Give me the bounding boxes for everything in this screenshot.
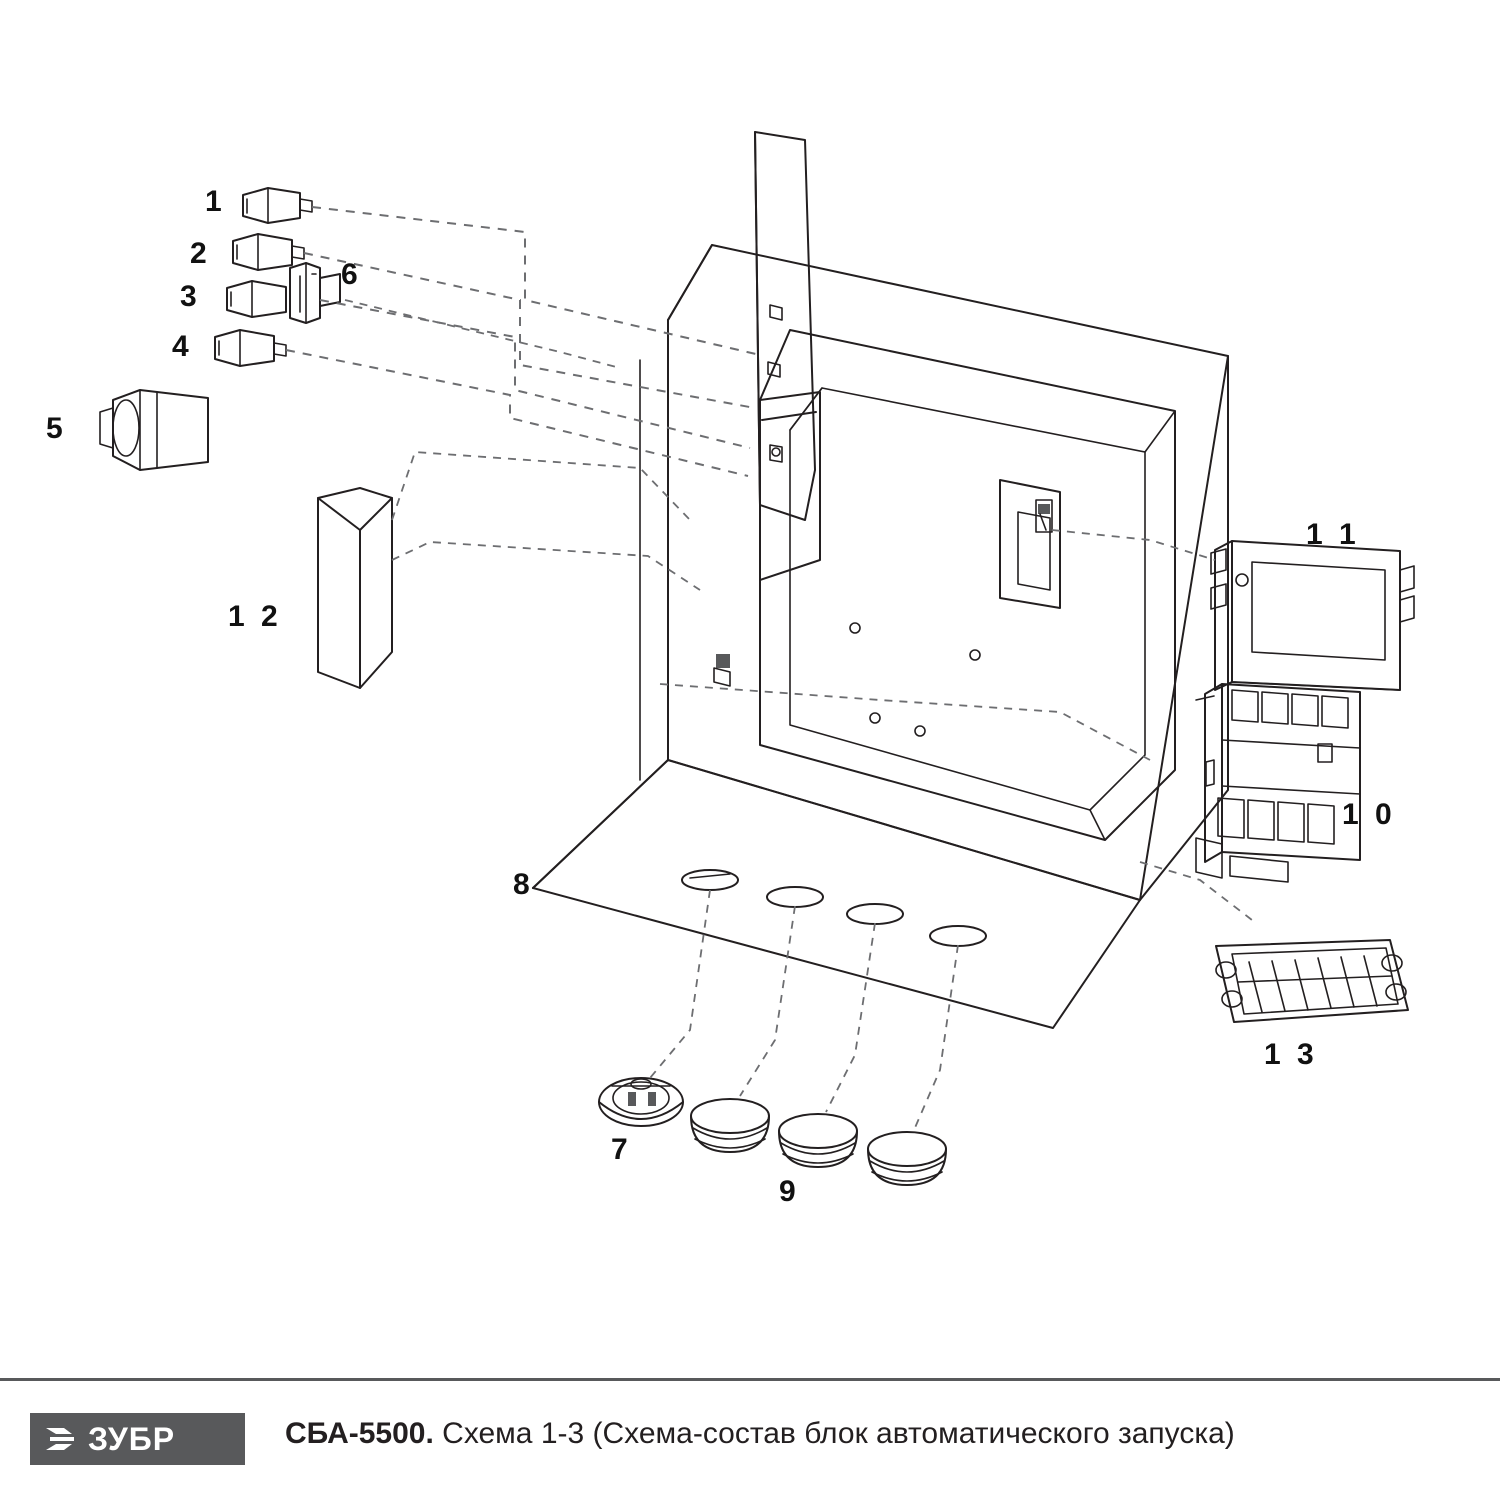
callout-12: 1 2 <box>228 600 282 633</box>
callout-11: 1 1 <box>1306 518 1360 551</box>
callout-4: 4 <box>172 330 193 363</box>
figure-caption <box>285 1417 1235 1451</box>
circuit-breaker-small-1 <box>243 188 312 223</box>
callout-3: 3 <box>180 280 201 313</box>
blanking-plug-2 <box>779 1114 857 1167</box>
brand-badge <box>30 1413 245 1465</box>
callout-6: 6 <box>341 258 362 291</box>
callout-7: 7 <box>611 1133 632 1166</box>
footer-bar <box>0 1378 1500 1500</box>
blanking-plug-3 <box>868 1132 946 1185</box>
caption-description: Схема 1-3 (Схема-состав блок автоматического запуска) <box>442 1417 1235 1450</box>
circuit-breaker-small-2 <box>233 234 304 270</box>
terminal-adapter <box>290 263 340 323</box>
terminal-block <box>1216 940 1408 1022</box>
brand-name: ЗУБР <box>88 1420 176 1457</box>
zubr-logo-icon <box>44 1424 78 1454</box>
caption-model: СБА-5500. <box>285 1417 434 1450</box>
contactor <box>1196 684 1360 882</box>
callout-2: 2 <box>190 237 211 270</box>
socket-outlet <box>599 1078 683 1126</box>
circuit-breaker-small-4 <box>215 330 286 366</box>
controller-module <box>1211 541 1414 690</box>
callout-13: 1 3 <box>1264 1038 1318 1071</box>
rectangular-block <box>318 488 392 688</box>
circuit-breaker-small-3 <box>227 281 286 317</box>
callout-9: 9 <box>779 1175 800 1208</box>
callout-1: 1 <box>205 185 226 218</box>
callout-10: 1 0 <box>1342 798 1396 831</box>
callout-5: 5 <box>46 412 67 445</box>
cylindrical-connector <box>100 390 208 470</box>
assembly-leader-lines <box>286 207 1252 1130</box>
enclosure-housing <box>533 132 1228 1028</box>
blanking-plug-1 <box>691 1099 769 1152</box>
callout-8: 8 <box>513 868 534 901</box>
